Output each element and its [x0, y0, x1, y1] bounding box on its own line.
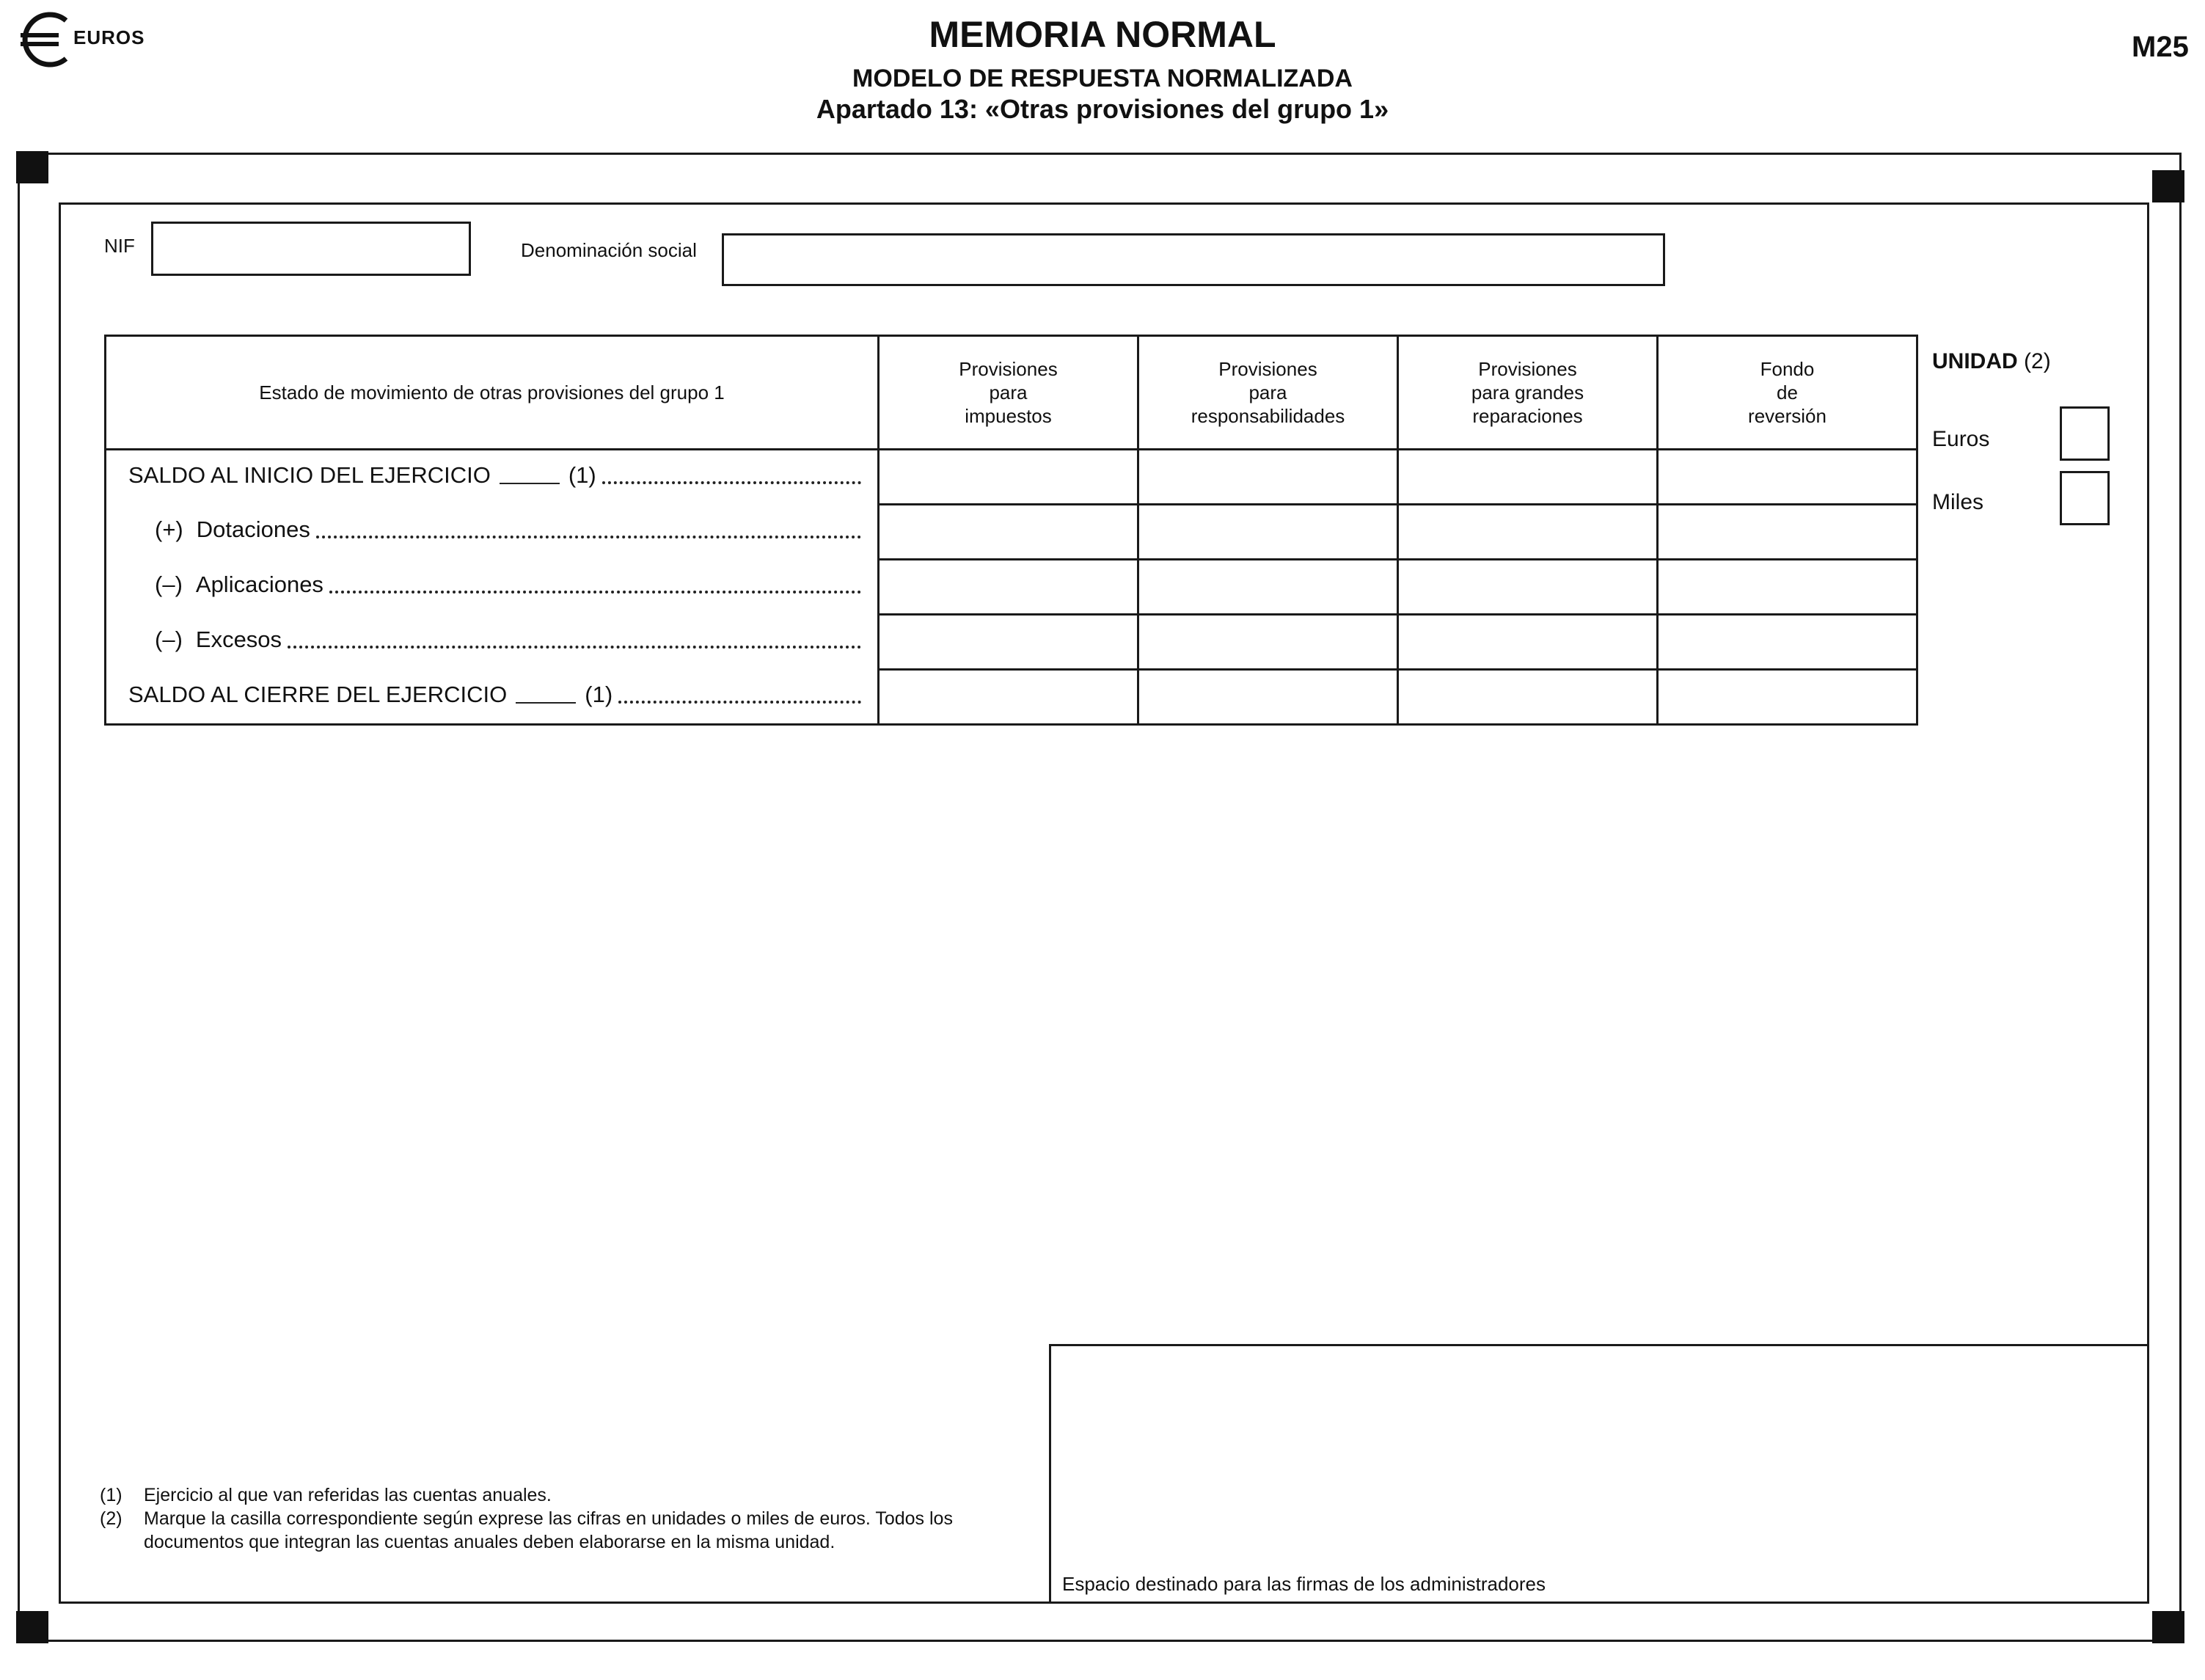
footnotes: [100, 1483, 1017, 1554]
table-row-saldo-inicio: [106, 450, 1917, 505]
amount-cell[interactable]: [1398, 615, 1658, 670]
column-header-line: reversión: [1748, 405, 1826, 427]
column-header-line: Provisiones: [959, 358, 1058, 380]
footnote-number: (1): [100, 1485, 122, 1505]
provisions-table: [104, 335, 1918, 726]
year-blank[interactable]: [516, 702, 576, 704]
year-blank[interactable]: [500, 483, 560, 484]
dot-leader: [316, 533, 861, 538]
footnote-number: (2): [100, 1508, 122, 1529]
row-label-text: Aplicaciones: [195, 571, 323, 597]
column-header-line: para grandes: [1471, 381, 1584, 403]
unit-title: [1932, 349, 2051, 374]
table-row-dotaciones: [106, 505, 1917, 560]
amount-cell[interactable]: [1398, 670, 1658, 725]
dot-leader: [618, 698, 861, 704]
unit-note: (2): [2024, 349, 2051, 373]
row-label: [155, 627, 861, 653]
document-title: MEMORIA NORMAL: [929, 14, 1276, 55]
column-header-line: reparaciones: [1472, 405, 1583, 427]
column-header-line: impuestos: [965, 405, 1052, 427]
row-label-cell: [106, 670, 879, 725]
row-label-text: SALDO AL CIERRE DEL EJERCICIO: [128, 681, 508, 707]
document-subtitle: MODELO DE RESPUESTA NORMALIZADA: [852, 65, 1353, 92]
amount-cell[interactable]: [1658, 450, 1917, 505]
row-label: [128, 682, 861, 708]
signature-label: Espacio destinado para las firmas de los administradores: [1062, 1573, 1546, 1595]
footnote-text: Ejercicio al que van referidas las cuentas anuales.: [144, 1485, 552, 1505]
column-header-line: responsabilidades: [1191, 405, 1345, 427]
column-header-line: para: [1248, 381, 1287, 403]
table-row-saldo-cierre: [106, 670, 1917, 725]
row-label-cell: [106, 450, 879, 505]
unit-title-text: UNIDAD: [1932, 349, 2018, 373]
dot-leader: [602, 478, 861, 484]
amount-cell[interactable]: [879, 670, 1138, 725]
column-header-impuestos: [879, 336, 1138, 450]
row-label: [128, 462, 861, 489]
footnote: [100, 1483, 1017, 1507]
denominacion-social-field[interactable]: [722, 233, 1665, 286]
unit-checkbox-euros[interactable]: [2060, 406, 2110, 461]
footnote-text: Marque la casilla correspondiente según exprese las cifras en unidades o miles de euros. Todos los documentos que integran las cuentas anuales deben elaborarse en la misma unidad.: [144, 1508, 953, 1552]
row-label: [155, 571, 861, 598]
amount-cell[interactable]: [1138, 450, 1398, 505]
column-header-responsabilidades: [1138, 336, 1398, 450]
amount-cell[interactable]: [1398, 505, 1658, 560]
column-header-line: Fondo: [1760, 358, 1815, 380]
row-label-cell: [106, 505, 879, 560]
amount-cell[interactable]: [1138, 615, 1398, 670]
row-prefix: (–): [155, 571, 183, 597]
amount-cell[interactable]: [1658, 615, 1917, 670]
currency-label: EUROS: [73, 26, 145, 48]
nif-label: NIF: [104, 235, 135, 257]
row-label-cell: [106, 615, 879, 670]
row-label-cell: [106, 560, 879, 615]
row-prefix: (–): [155, 626, 183, 652]
signature-area[interactable]: [1049, 1344, 2149, 1604]
row-note: (1): [568, 462, 596, 488]
footnote: [100, 1507, 1017, 1554]
row-note: (1): [585, 681, 613, 707]
amount-cell[interactable]: [1658, 670, 1917, 725]
amount-cell[interactable]: [879, 450, 1138, 505]
column-header-line: para: [989, 381, 1028, 403]
row-prefix: (+): [155, 516, 183, 542]
column-header-line: Provisiones: [1218, 358, 1317, 380]
registration-mark-bottom-left: [16, 1611, 48, 1643]
amount-cell[interactable]: [1138, 670, 1398, 725]
amount-cell[interactable]: [1658, 560, 1917, 615]
amount-cell[interactable]: [879, 615, 1138, 670]
amount-cell[interactable]: [879, 505, 1138, 560]
unit-checkbox-miles[interactable]: [2060, 471, 2110, 525]
amount-cell[interactable]: [1138, 560, 1398, 615]
table-header-row: [106, 336, 1917, 450]
dot-leader: [329, 588, 861, 594]
table-row-excesos: [106, 615, 1917, 670]
registration-mark-top-left: [16, 151, 48, 183]
registration-mark-top-right: [2152, 170, 2184, 202]
row-label: [155, 516, 861, 543]
concept-header: Estado de movimiento de otras provisiones del grupo 1: [106, 336, 879, 450]
amount-cell[interactable]: [1398, 560, 1658, 615]
column-header-fondo-reversion: [1658, 336, 1917, 450]
unit-option-miles-label: Miles: [1932, 490, 1984, 514]
column-header-line: Provisiones: [1478, 358, 1577, 380]
row-label-text: SALDO AL INICIO DEL EJERCICIO: [128, 462, 491, 488]
amount-cell[interactable]: [1138, 505, 1398, 560]
amount-cell[interactable]: [1398, 450, 1658, 505]
table-row-aplicaciones: [106, 560, 1917, 615]
row-label-text: Dotaciones: [196, 516, 310, 542]
dot-leader: [288, 643, 861, 649]
column-header-grandes-reparaciones: [1398, 336, 1658, 450]
nif-field[interactable]: [151, 222, 471, 276]
column-header-line: de: [1777, 381, 1798, 403]
form-code: M25: [2132, 31, 2189, 63]
denominacion-label: Denominación social: [521, 239, 697, 261]
registration-mark-bottom-right: [2152, 1611, 2184, 1643]
amount-cell[interactable]: [879, 560, 1138, 615]
amount-cell[interactable]: [1658, 505, 1917, 560]
section-title: Apartado 13: «Otras provisiones del grupo 1»: [816, 94, 1389, 124]
unit-option-euros-label: Euros: [1932, 427, 1990, 451]
row-label-text: Excesos: [195, 626, 282, 652]
